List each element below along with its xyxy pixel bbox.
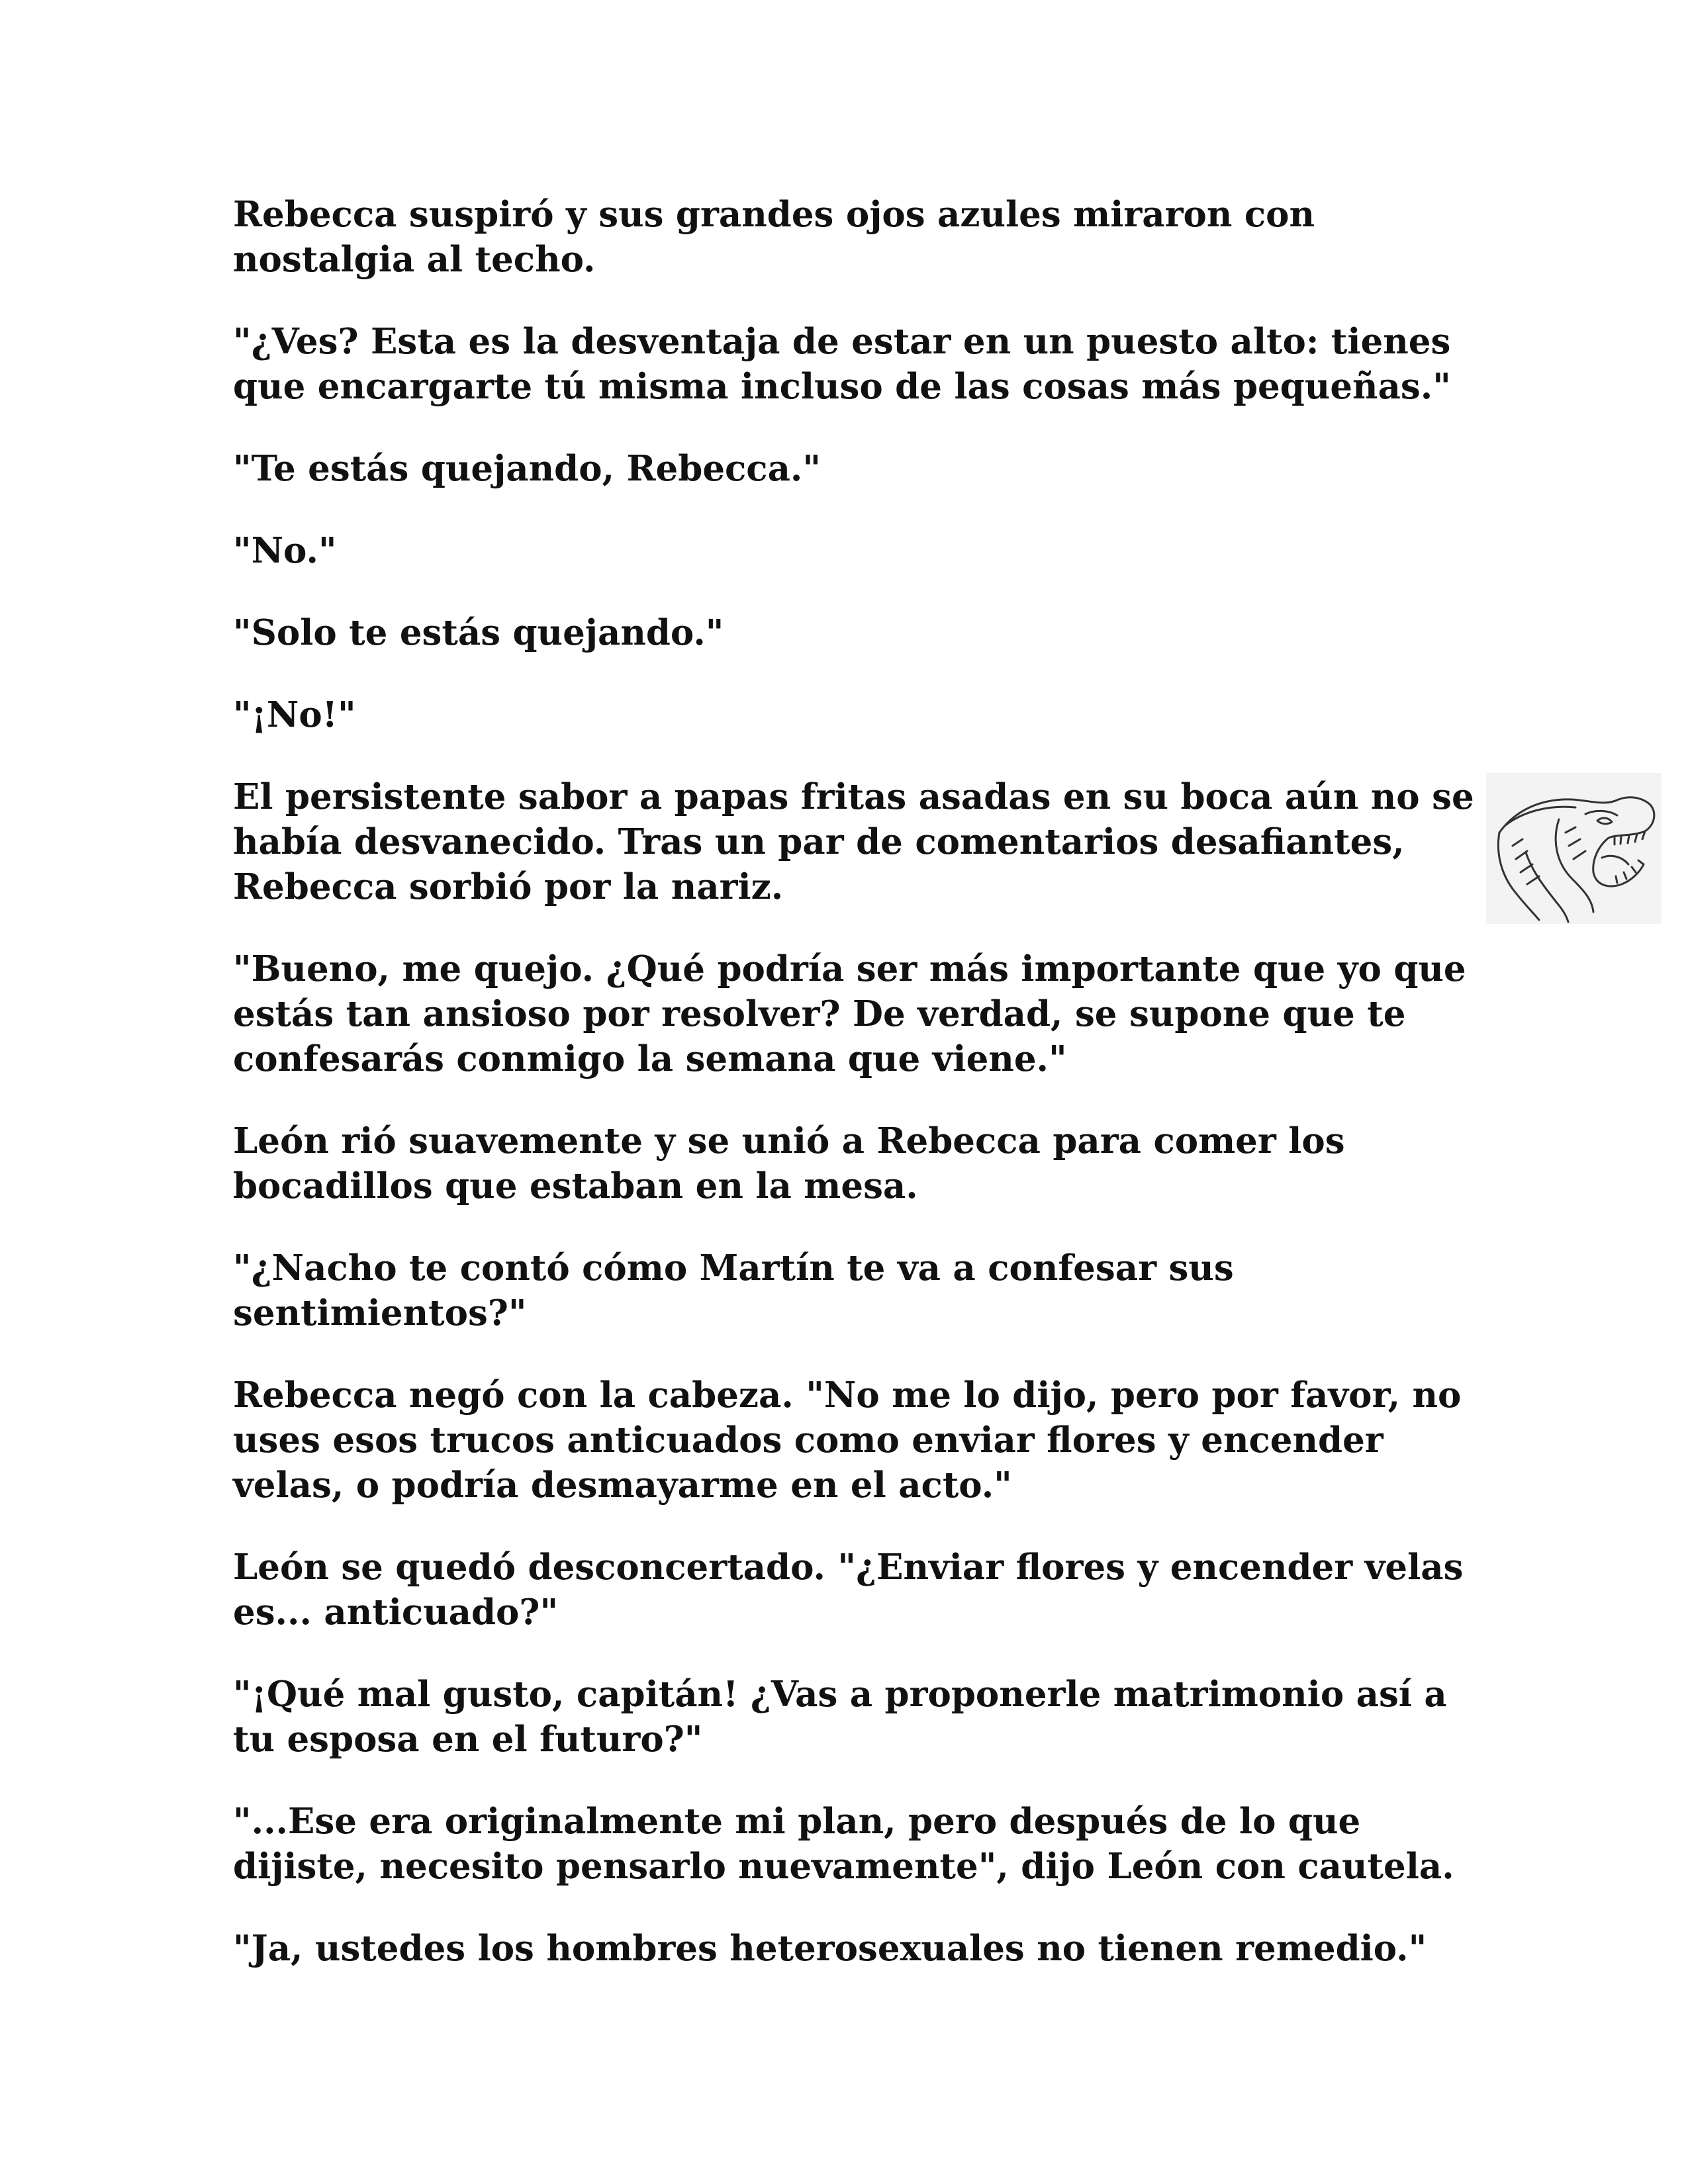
paragraph-7: El persistente sabor a papas fritas asadas en su boca aún no se había desvanecido. Tras un par de comentarios desafiantes, Rebecca sorbió por la nariz. xyxy=(233,776,1474,907)
paragraph-2: "¿Ves? Esta es la desventaja de estar en un puesto alto: tienes que encargarte tú misma incluso de las cosas más pequeñas." xyxy=(233,321,1451,407)
dinosaur-illustration xyxy=(1486,773,1662,924)
body-text xyxy=(233,192,1477,2008)
paragraph-8: "Bueno, me quejo. ¿Qué podría ser más importante que yo que estás tan ansioso por resolver? De verdad, se supone que te confesarás conmigo la semana que viene." xyxy=(233,948,1466,1079)
paragraph-6: "¡No!" xyxy=(233,694,356,735)
paragraph-11: Rebecca negó con la cabeza. "No me lo dijo, pero por favor, no uses esos trucos anticuados como enviar flores y encender velas, o podría desmayarme en el acto." xyxy=(233,1375,1462,1506)
paragraph-10: "¿Nacho te contó cómo Martín te va a confesar sus sentimientos?" xyxy=(233,1248,1234,1334)
paragraph-1: Rebecca suspiró y sus grandes ojos azules miraron con nostalgia al techo. xyxy=(233,194,1315,280)
dinosaur-head-sketch-icon xyxy=(1486,773,1662,924)
paragraph-4: "No." xyxy=(233,530,337,571)
paragraph-12: León se quedó desconcertado. "¿Enviar flores y encender velas es... anticuado?" xyxy=(233,1547,1464,1633)
paragraph-3: "Te estás quejando, Rebecca." xyxy=(233,448,821,489)
paragraph-13: "¡Qué mal gusto, capitán! ¿Vas a proponerle matrimonio así a tu esposa en el futuro?" xyxy=(233,1674,1447,1760)
paragraph-15: "Ja, ustedes los hombres heterosexuales no tienen remedio." xyxy=(233,1928,1427,1969)
paragraph-14: "...Ese era originalmente mi plan, pero después de lo que dijiste, necesito pensarlo nuevamente", dijo León con cautela. xyxy=(233,1801,1454,1887)
paragraph-9: León rió suavemente y se unió a Rebecca para comer los bocadillos que estaban en la mesa. xyxy=(233,1120,1345,1206)
paragraph-5: "Solo te estás quejando." xyxy=(233,612,724,653)
